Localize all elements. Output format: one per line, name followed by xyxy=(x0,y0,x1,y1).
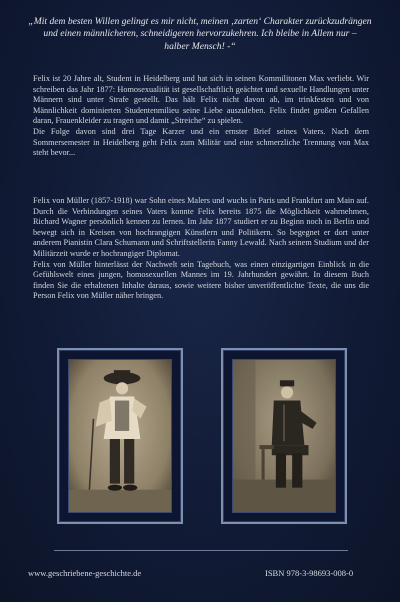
blurb-paragraph-2: Die Folge davon sind drei Tage Karzer und ein ernster Brief seines Vaters. Nach dem Sommersemester in Heidelberg geht Felix zum Militär und eine schmerzliche Trennung von Max steht bevor... xyxy=(33,126,369,158)
quote-line-2: und einen männlicheren, schneidigeren hervorzukehren. Ich bleibe in Allem nur – xyxy=(43,28,357,40)
publisher-website: www.geschriebene-geschichte.de xyxy=(28,568,142,578)
uniformed-soldier-photo xyxy=(233,360,335,512)
costumed-figure-photo xyxy=(69,360,171,512)
quote-line-1: „Mit dem besten Willen gelingt es mir nicht, meinen ‚zarten‘ Charakter zurückzudrängen xyxy=(28,16,372,27)
bio-paragraph-2: Felix von Müller hinterlässt der Nachwelt sein Tagebuch, was einen einzigartigen Einblick in die Gefühlswelt eines jungen, homosexuellen Mannes im 19. Jahrhundert gewährt. In diesem Buch finden Sie die erhaltenen Inhalte daraus, sowie weitere bisher unveröffentlichte Texte, die uns die Person Felix von Müller näher bringen. xyxy=(33,259,369,301)
story-blurb xyxy=(33,74,369,159)
quote-line-3: halber Mensch! -“ xyxy=(164,40,236,52)
blurb-paragraph-1: Felix ist 20 Jahre alt, Student in Heidelberg und hat sich in seinen Kommilitonen Max verliebt. Wir schreiben das Jahr 1877: Homosexualität ist gesellschaftlich geächtet und sexuelle Handlungen unter Männern sind unter Strafe gestellt. Das hält Felix nicht davon ab, im trinkfesten und von Männlichkeit dominierten Studentenmilieu seine Liebe auszuleben. Felix findet großen Gefallen daran, Frauenkleider zu tragen und damit „Streiche“ zu spielen. xyxy=(33,74,369,126)
photo-felix-uniform xyxy=(221,348,347,524)
bio-paragraph-1: Felix von Müller (1857-1918) war Sohn eines Malers und wuchs in Paris und Frankfurt am Main auf. Durch die Verbindungen seines Vaters konnte Felix bereits 1875 die Möglichkeit wahrnehmen, Richard Wagner persönlich kennen zu lernen. Im Jahr 1877 studiert er zu Beginn noch in Berlin und bewegt sich in Kreisen von hochrangigen Künstlern und Politikern. So begegnet er dort unter anderem Pianistin Clara Schumann und Schriftstellerin Fanny Lewald. Nach seinem Studium und der Militärzeit wurde er hochrangiger Diplomat. xyxy=(33,196,369,258)
epigraph-quote xyxy=(26,16,374,53)
photo-felix-costume xyxy=(57,348,183,524)
photo-left-image xyxy=(68,359,172,513)
isbn-number: ISBN 978-3-98693-008-0 xyxy=(265,568,354,578)
footer-divider xyxy=(54,550,348,551)
photo-right-image xyxy=(232,359,336,513)
author-biography xyxy=(33,196,369,302)
